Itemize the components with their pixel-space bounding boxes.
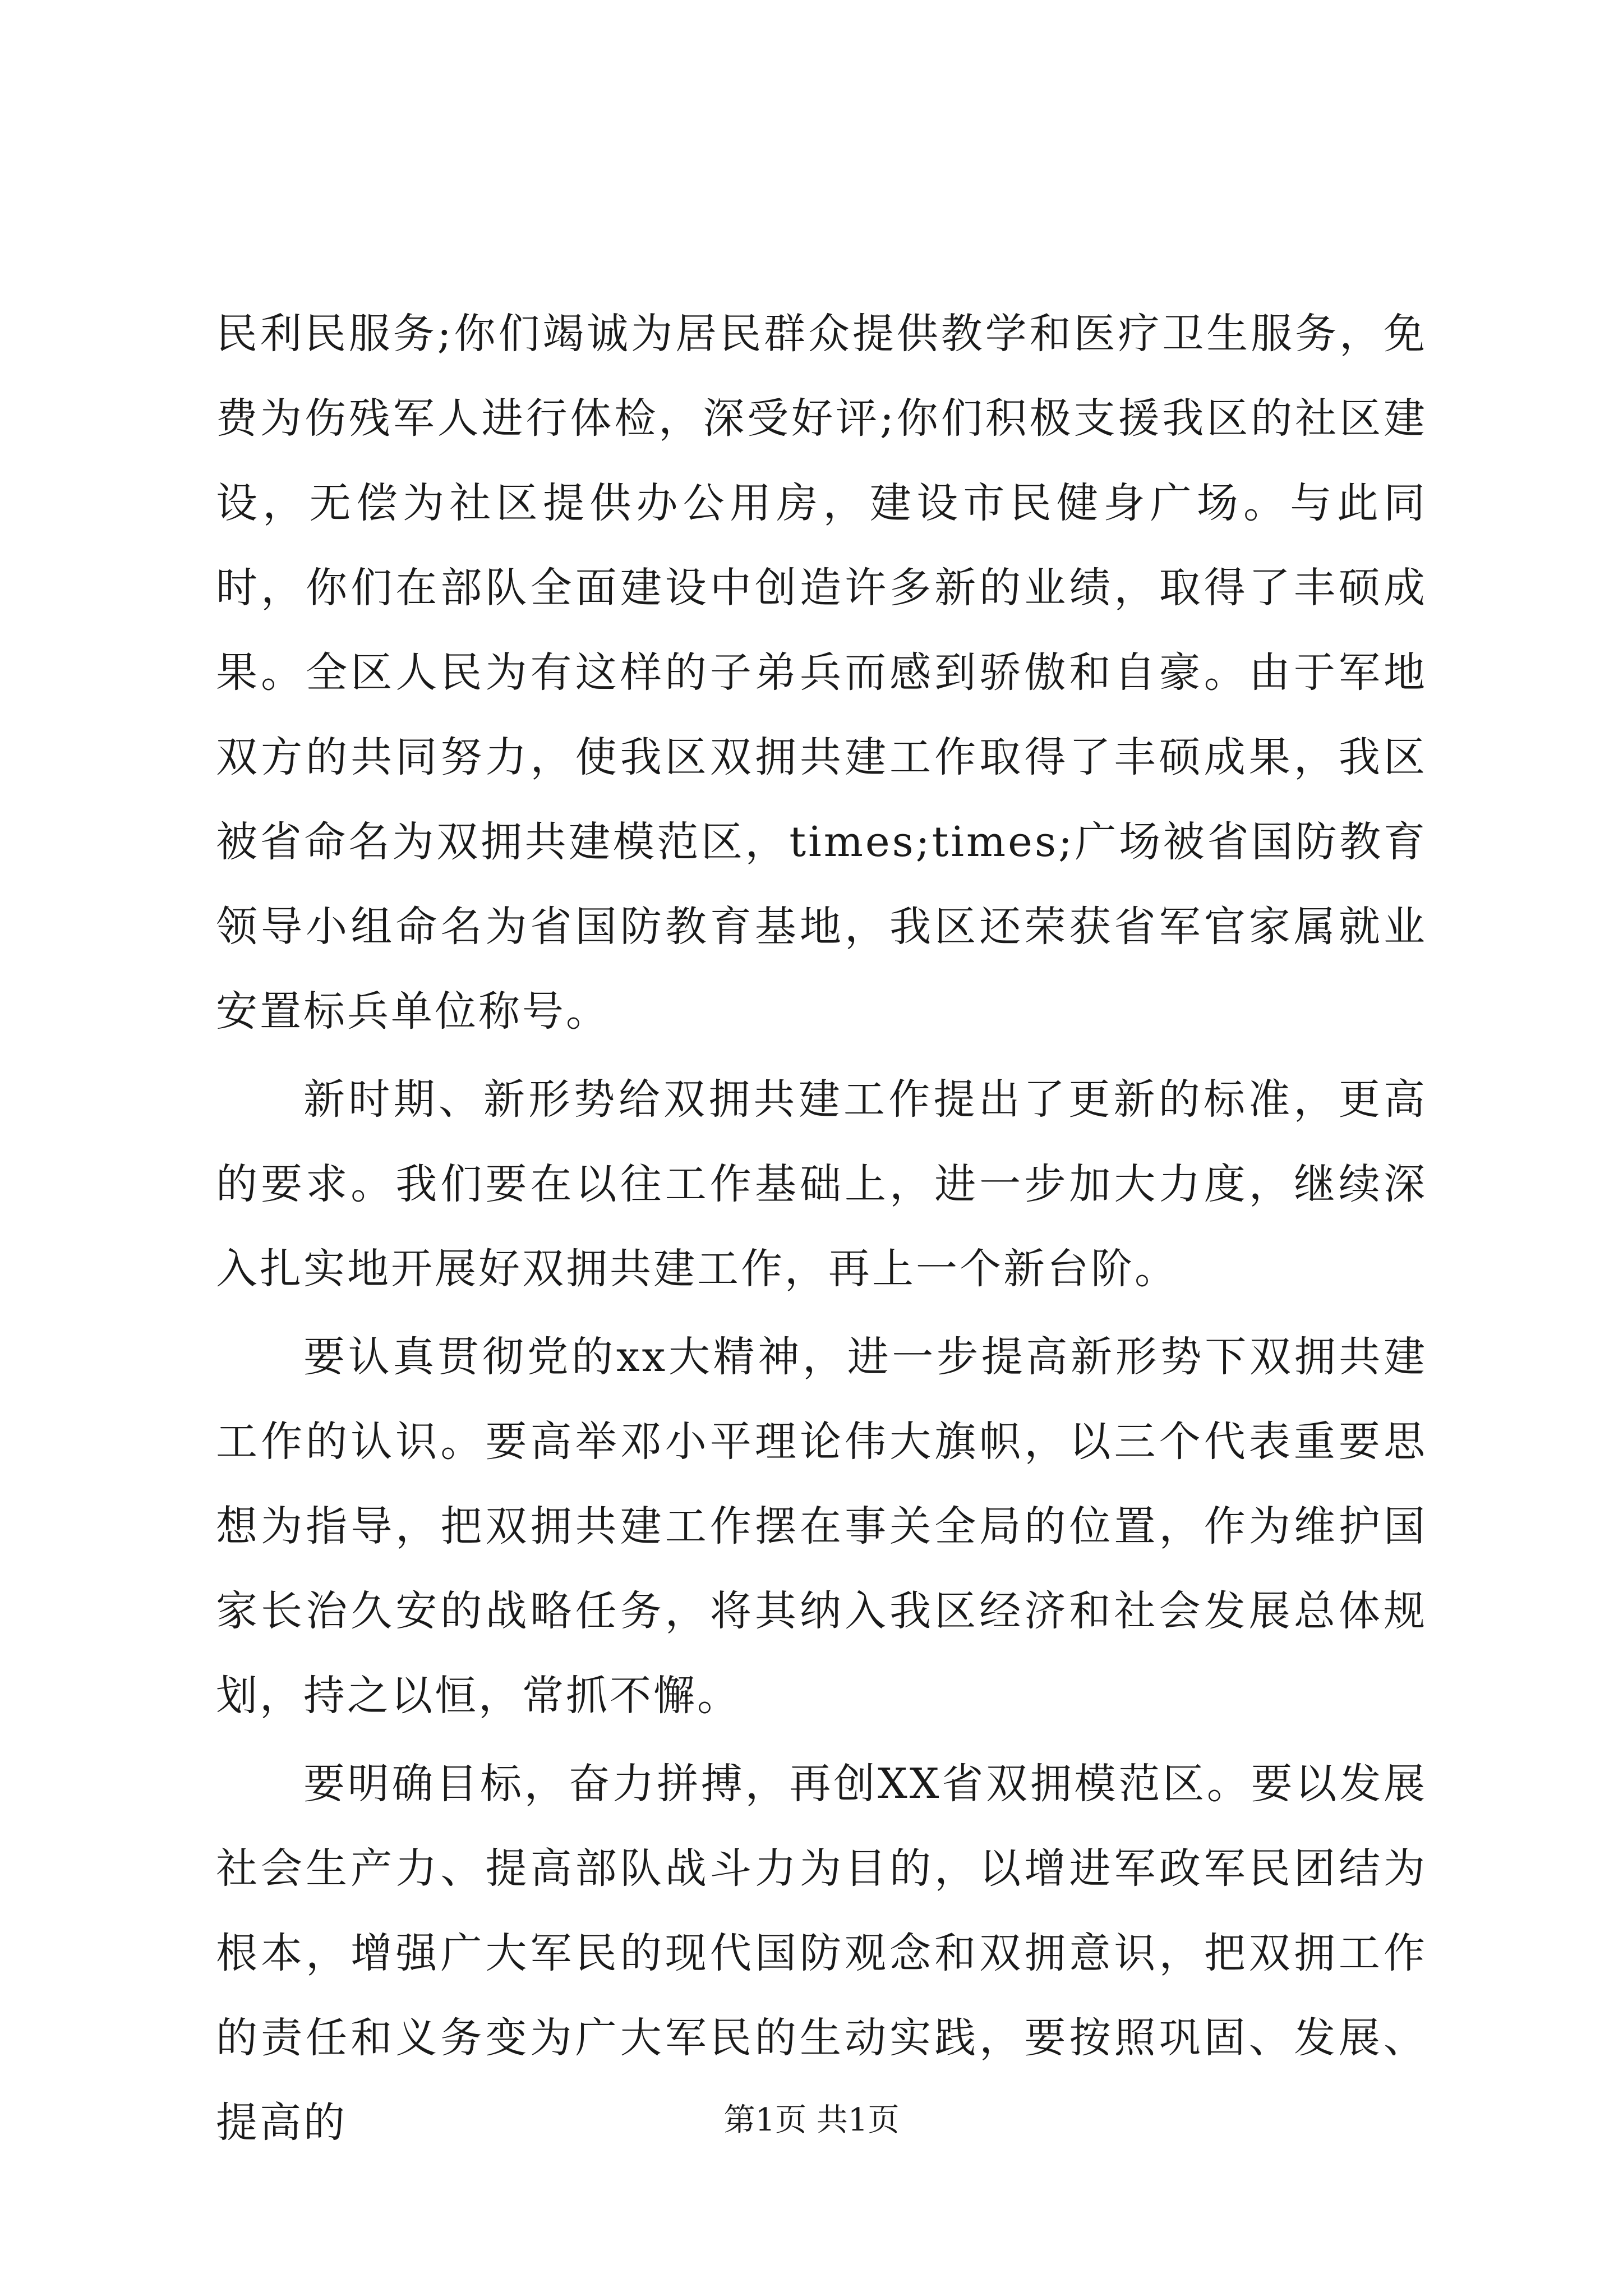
document-body: [216, 292, 1427, 2169]
paragraph-continued: 民利民服务;你们竭诚为居民群众提供教学和医疗卫生服务，免费为伤残军人进行体检，深受好评;你们积极支援我区的社区建设，无偿为社区提供办公用房，建设市民健身广场。与此同时，你们在部队全面建设中创造许多新的业绩，取得了丰硕成果。全区人民为有这样的子弟兵而感到骄傲和自豪。由于军地双方的共同努力，使我区双拥共建工作取得了丰硕成果，我区被省命名为双拥共建模范区，times;times;广场被省国防教育领导小组命名为省国防教育基地，我区还荣获省军官家属就业安置标兵单位称号。: [216, 310, 1427, 1036]
paragraph-implement-spirit: 要认真贯彻党的xx大精神，进一步提高新形势下双拥共建工作的认识。要高举邓小平理论伟大旗帜，以三个代表重要思想为指导，把双拥共建工作摆在事关全局的位置，作为维护国家长治久安的战略任务，将其纳入我区经济和社会发展总体规划，持之以恒，常抓不懈。: [216, 1333, 1427, 1720]
paragraph-new-era: 新时期、新形势给双拥共建工作提出了更新的标准，更高的要求。我们要在以往工作基础上，进一步加大力度，继续深入扎实地开展好双拥共建工作，再上一个新台阶。: [216, 1075, 1427, 1293]
paragraph-clear-goals: 要明确目标，奋力拼搏，再创XX省双拥模范区。要以发展社会生产力、提高部队战斗力为目的，以增进军政军民团结为根本，增强广大军民的现代国防观念和双拥意识，把双拥工作的责任和义务变为广大军民的生动实践，要按照巩固、发展、提高的: [216, 1760, 1427, 2147]
page-number-footer: 第1页 共1页: [723, 2102, 900, 2138]
